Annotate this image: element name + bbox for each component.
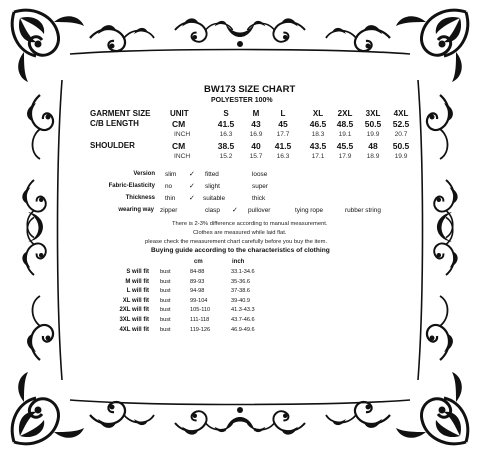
value-cell: 16.3 [276, 153, 290, 160]
value-cell: 15.2 [219, 153, 233, 160]
value-cell: 41.5 [217, 119, 235, 129]
measurement-name: SHOULDER [90, 141, 135, 150]
guide-cm-header: cm [194, 259, 203, 265]
guide-part: bust [160, 297, 171, 304]
attribute-option: pullover [248, 207, 271, 214]
size-header-l: L [280, 109, 286, 118]
attribute-option: clasp [205, 207, 220, 214]
guide-part: bust [160, 317, 171, 323]
attribute-label: Version [133, 171, 155, 177]
attribute-option: zipper [160, 207, 178, 214]
value-cell: 19.9 [394, 153, 408, 160]
garment-size-label: GARMENT SIZE [90, 109, 151, 118]
attribute-option: slim [165, 171, 177, 178]
value-cell: 50.5 [364, 119, 382, 129]
guide-fit-label: 3XL will fit [119, 317, 149, 323]
value-cell: 45 [278, 119, 288, 129]
attribute-option: fitted [205, 171, 219, 178]
size-header-3xl: 3XL [365, 109, 381, 118]
value-cell: 43 [251, 119, 261, 129]
guide-cm-value: 94-98 [190, 288, 205, 295]
check-icon: ✓ [189, 171, 195, 178]
value-cell: 17.7 [276, 131, 290, 138]
guide-inch-header: inch [232, 259, 245, 265]
value-cell: 38.5 [217, 141, 235, 151]
guide-cm-value: 119-126 [190, 326, 211, 333]
unit-cell: CM [172, 119, 186, 129]
value-cell: 16.3 [219, 131, 233, 138]
value-cell: 41.5 [274, 141, 292, 151]
size-header-xl: XL [312, 109, 324, 118]
size-header-4xl: 4XL [393, 109, 409, 118]
guide-cm-value: 89-93 [190, 278, 205, 285]
note-line: please check the measurement chart carefully before you buy the item. [145, 239, 328, 245]
value-cell: 19.9 [366, 131, 380, 138]
attribute-option: loose [252, 171, 268, 178]
unit-label: UNIT [170, 109, 189, 118]
measurement-name: C/B LENGTH [90, 119, 139, 128]
guide-inch-value: 43.7-46.6 [231, 317, 255, 323]
check-icon: ✓ [189, 195, 195, 202]
attribute-option: super [252, 183, 268, 190]
value-cell: 16.9 [249, 131, 263, 138]
attribute-option: tying rope [295, 207, 324, 214]
value-cell: 48 [368, 141, 378, 151]
value-cell: 15.7 [249, 153, 263, 160]
guide-inch-value: 37-38.6 [231, 288, 250, 295]
chart-title: BW173 SIZE CHART [204, 84, 296, 95]
attribute-label: wearing way [118, 207, 154, 213]
attribute-label: Thickness [125, 195, 155, 201]
guide-fit-label: S will fit [126, 269, 149, 275]
guide-part: bust [160, 307, 171, 314]
attribute-option: thick [252, 195, 266, 202]
guide-fit-label: 4XL will fit [119, 326, 149, 333]
guide-inch-value: 41.3-43.3 [231, 307, 255, 314]
guide-fit-label: 2XL will fit [119, 307, 149, 314]
size-header-m: M [252, 109, 260, 118]
value-cell: 40 [251, 141, 261, 151]
guide-inch-value: 35-36.6 [231, 278, 250, 285]
guide-inch-value: 46.9-49.6 [231, 326, 255, 333]
guide-cm-value: 105-110 [190, 307, 211, 314]
unit-cell: INCH [174, 153, 191, 160]
value-cell: 20.7 [394, 131, 408, 138]
value-cell: 18.3 [311, 131, 325, 138]
buying-guide-title: Buying guide according to the characteristics of clothing [151, 247, 330, 254]
guide-inch-value: 39-40.9 [231, 297, 250, 304]
size-header-2xl: 2XL [337, 109, 353, 118]
attribute-label: Fabric-Elasticity [108, 183, 155, 189]
value-cell: 43.5 [309, 141, 327, 151]
guide-part: bust [160, 288, 171, 295]
note-line: Clothes are measured while laid flat. [193, 230, 287, 236]
value-cell: 48.5 [336, 119, 354, 129]
guide-inch-value: 33.1-34.6 [231, 269, 255, 275]
material-label: POLYESTER 100% [211, 97, 273, 104]
note-line: There is 2-3% difference according to manual measurement. [172, 221, 328, 227]
guide-cm-value: 84-88 [190, 269, 205, 275]
value-cell: 17.1 [311, 153, 325, 160]
guide-fit-label: XL will fit [122, 297, 149, 304]
value-cell: 52.5 [392, 119, 410, 129]
attribute-option: slight [205, 183, 220, 190]
guide-cm-value: 99-104 [190, 297, 208, 304]
guide-fit-label: L will fit [126, 288, 149, 295]
check-icon: ✓ [232, 207, 238, 214]
value-cell: 17.9 [338, 153, 352, 160]
unit-cell: INCH [174, 131, 191, 138]
attribute-option: rubber string [345, 207, 381, 214]
size-header-s: S [223, 109, 229, 118]
attribute-option: thin [165, 195, 176, 202]
value-cell: 19.1 [338, 131, 352, 138]
attribute-option: suitable [203, 195, 226, 202]
attribute-option: no [165, 183, 173, 190]
value-cell: 50.5 [392, 141, 410, 151]
check-icon: ✓ [189, 183, 195, 190]
guide-part: bust [160, 278, 171, 285]
value-cell: 18.9 [366, 153, 380, 160]
guide-part: bust [160, 269, 171, 275]
value-cell: 45.5 [336, 141, 354, 151]
guide-fit-label: M will fit [125, 278, 149, 285]
guide-part: bust [160, 326, 171, 333]
guide-cm-value: 111-118 [190, 317, 210, 323]
unit-cell: CM [172, 141, 186, 151]
value-cell: 46.5 [309, 119, 327, 129]
